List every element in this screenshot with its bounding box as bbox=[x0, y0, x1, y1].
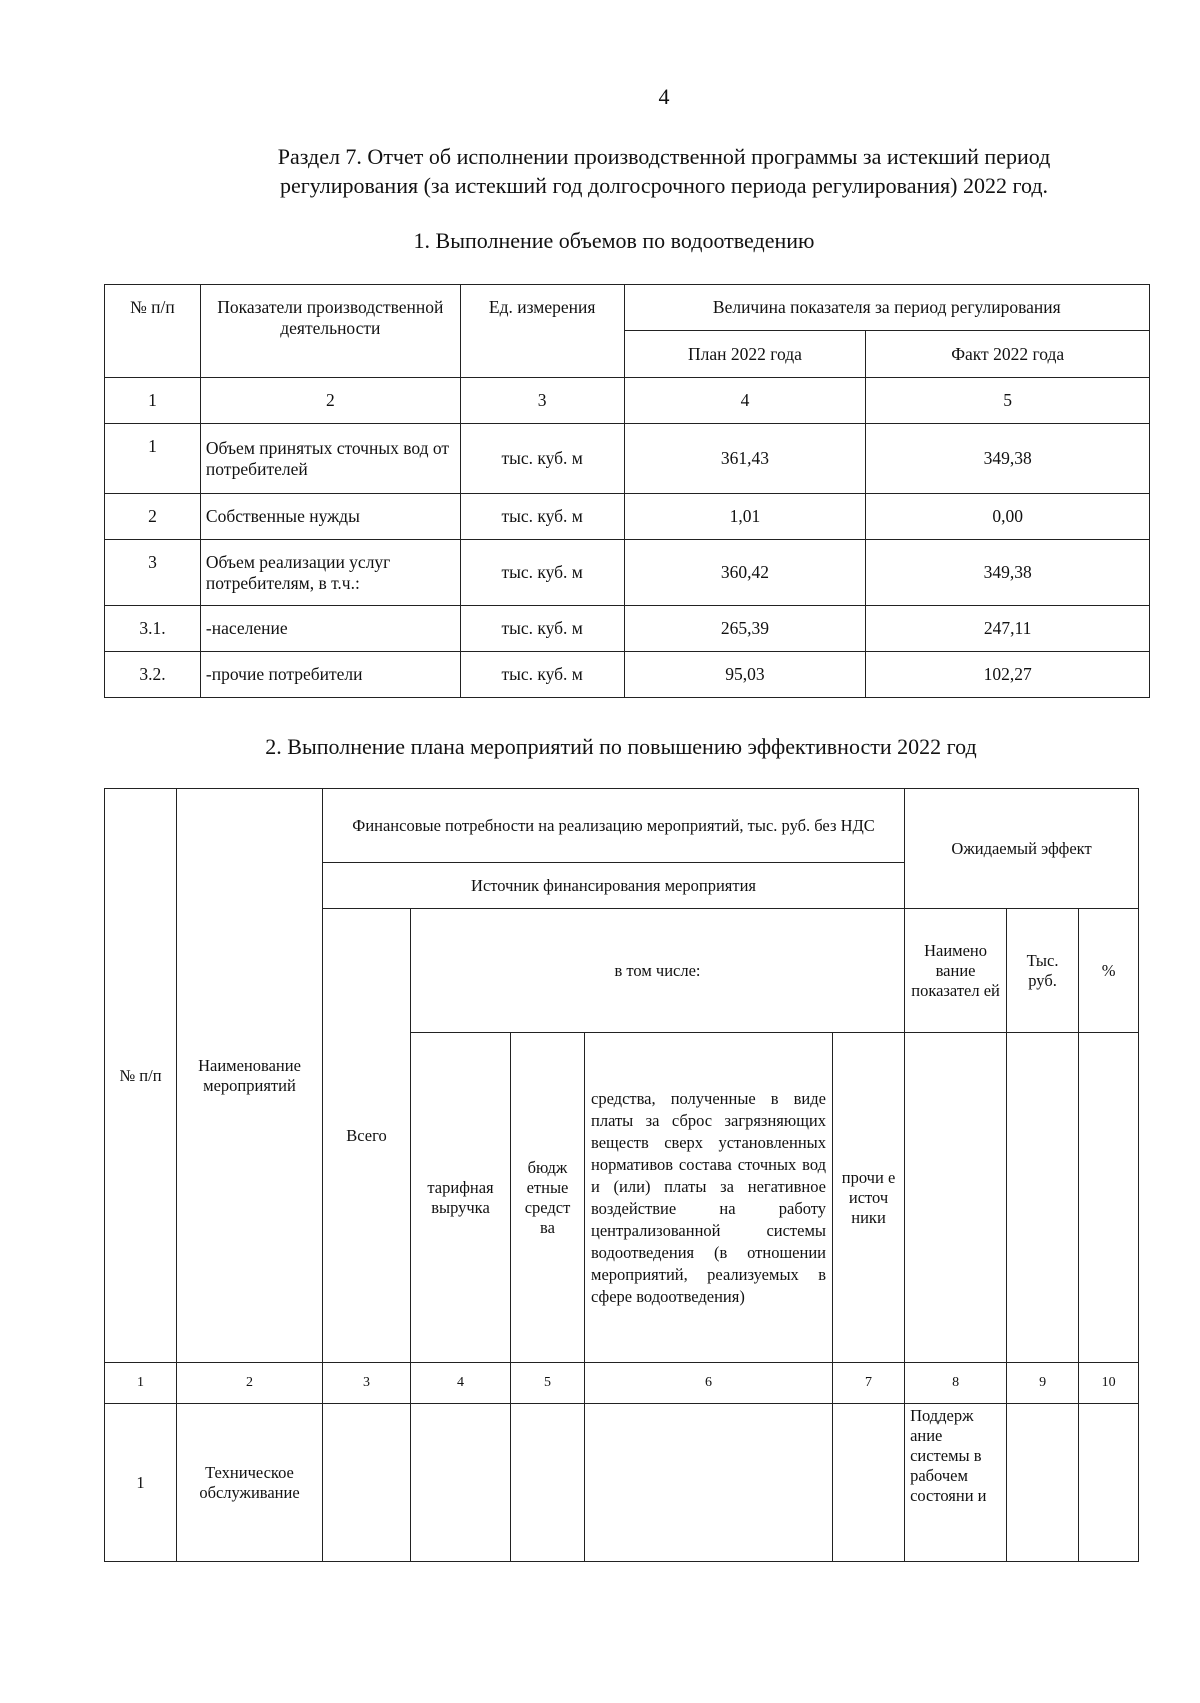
header-including: в том числе: bbox=[411, 909, 905, 1033]
row-plan: 360,42 bbox=[624, 540, 866, 606]
row-other bbox=[833, 1404, 905, 1562]
table-row bbox=[105, 1404, 1139, 1562]
row-unit: тыс. куб. м bbox=[460, 494, 624, 540]
col-number: 6 bbox=[585, 1363, 833, 1404]
header-fees: средства, полученные в виде платы за сброс загрязняющих веществ сверх установленных нормативов состава сточных вод и (или) платы за негативное воздействие на работу централизованной системы водоотведения (в отношении мероприятий, реализуемых в сфере водоотведения) bbox=[585, 1033, 833, 1363]
header-percent: % bbox=[1079, 909, 1139, 1033]
row-fees bbox=[585, 1404, 833, 1562]
col-number: 4 bbox=[624, 378, 866, 424]
row-plan: 1,01 bbox=[624, 494, 866, 540]
header-blank-10 bbox=[1079, 1033, 1139, 1363]
row-plan: 361,43 bbox=[624, 424, 866, 494]
col-number: 1 bbox=[105, 1363, 177, 1404]
header-num: № п/п bbox=[105, 789, 177, 1363]
header-tariff: тарифная выручка bbox=[411, 1033, 511, 1363]
row-total bbox=[323, 1404, 411, 1562]
header-blank-9 bbox=[1007, 1033, 1079, 1363]
col-number: 10 bbox=[1079, 1363, 1139, 1404]
col-number: 7 bbox=[833, 1363, 905, 1404]
header-name: Наименование мероприятий bbox=[177, 789, 323, 1363]
row-name: -прочие потребители bbox=[200, 652, 460, 698]
row-num: 3.1. bbox=[105, 606, 201, 652]
header-value: Величина показателя за период регулирования bbox=[624, 285, 1149, 331]
wastewater-volume-table bbox=[104, 284, 1150, 698]
row-fact: 349,38 bbox=[866, 424, 1150, 494]
row-num: 1 bbox=[105, 424, 201, 494]
heading-line-2: регулирования (за истекший год долгосрочного периода регулирования) 2022 год. bbox=[279, 173, 1049, 198]
table-row bbox=[105, 540, 1150, 606]
row-num: 3.2. bbox=[105, 652, 201, 698]
col-number: 2 bbox=[200, 378, 460, 424]
row-budget bbox=[511, 1404, 585, 1562]
header-other: прочи е источ ники bbox=[833, 1033, 905, 1363]
table-row bbox=[105, 606, 1150, 652]
row-unit: тыс. куб. м bbox=[460, 540, 624, 606]
table-row bbox=[105, 652, 1150, 698]
row-name: -население bbox=[200, 606, 460, 652]
row-name: Объем принятых сточных вод от потребителей bbox=[200, 424, 460, 494]
col-number: 5 bbox=[866, 378, 1150, 424]
row-fact: 102,27 bbox=[866, 652, 1150, 698]
col-number: 3 bbox=[460, 378, 624, 424]
col-number: 5 bbox=[511, 1363, 585, 1404]
col-number: 4 bbox=[411, 1363, 511, 1404]
col-number: 2 bbox=[177, 1363, 323, 1404]
header-financial: Финансовые потребности на реализацию мероприятий, тыс. руб. без НДС bbox=[323, 789, 905, 863]
header-indicators: Показатели производственной деятельности bbox=[200, 285, 460, 378]
page-number: 4 bbox=[658, 84, 670, 109]
header-num: № п/п bbox=[105, 285, 201, 378]
section-heading bbox=[150, 142, 1178, 200]
row-plan: 95,03 bbox=[624, 652, 866, 698]
row-thousand-rub bbox=[1007, 1404, 1079, 1562]
header-budget: бюдж етные средст ва bbox=[511, 1033, 585, 1363]
section1-title: 1. Выполнение объемов по водоотведению bbox=[413, 228, 815, 253]
col-number: 1 bbox=[105, 378, 201, 424]
row-fact: 247,11 bbox=[866, 606, 1150, 652]
row-name: Техническое обслуживание bbox=[177, 1404, 323, 1562]
header-total: Всего bbox=[323, 909, 411, 1363]
table-row bbox=[105, 494, 1150, 540]
header-source: Источник финансирования мероприятия bbox=[323, 863, 905, 909]
efficiency-measures-table bbox=[104, 788, 1139, 1562]
header-plan: План 2022 года bbox=[624, 331, 866, 378]
row-num: 1 bbox=[105, 1404, 177, 1562]
col-number: 3 bbox=[323, 1363, 411, 1404]
row-effect-name: Поддерж ание системы в рабочем состояни и bbox=[905, 1404, 1007, 1562]
row-plan: 265,39 bbox=[624, 606, 866, 652]
row-unit: тыс. куб. м bbox=[460, 424, 624, 494]
section2-title: 2. Выполнение плана мероприятий по повышению эффективности 2022 год bbox=[265, 734, 977, 759]
heading-line-1: Раздел 7. Отчет об исполнении производственной программы за истекший период bbox=[277, 144, 1051, 169]
row-unit: тыс. куб. м bbox=[460, 606, 624, 652]
header-blank-8 bbox=[905, 1033, 1007, 1363]
header-unit: Ед. измерения bbox=[460, 285, 624, 378]
header-indicator-name: Наимено вание показател ей bbox=[905, 909, 1007, 1033]
header-effect: Ожидаемый эффект bbox=[905, 789, 1139, 909]
row-percent bbox=[1079, 1404, 1139, 1562]
row-num: 2 bbox=[105, 494, 201, 540]
row-unit: тыс. куб. м bbox=[460, 652, 624, 698]
row-fact: 349,38 bbox=[866, 540, 1150, 606]
col-number: 9 bbox=[1007, 1363, 1079, 1404]
row-name: Собственные нужды bbox=[200, 494, 460, 540]
header-thousand-rub: Тыс. руб. bbox=[1007, 909, 1079, 1033]
row-tariff bbox=[411, 1404, 511, 1562]
header-fact: Факт 2022 года bbox=[866, 331, 1150, 378]
table-row bbox=[105, 424, 1150, 494]
col-number: 8 bbox=[905, 1363, 1007, 1404]
row-name: Объем реализации услуг потребителям, в т.ч.: bbox=[200, 540, 460, 606]
row-num: 3 bbox=[105, 540, 201, 606]
row-fact: 0,00 bbox=[866, 494, 1150, 540]
